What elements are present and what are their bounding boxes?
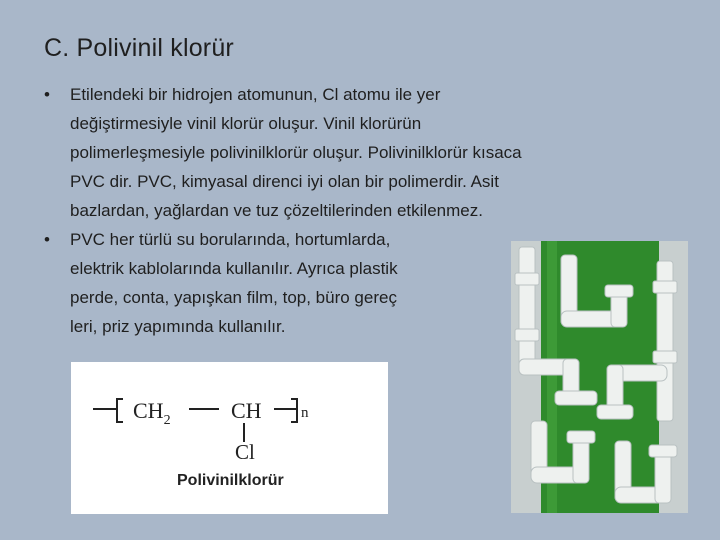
bullet-line: PVC dir. PVC, kimyasal direnci iyi olan bir polimerdir. Asit [70,172,499,191]
cl-substituent: Cl [235,440,255,464]
left-bracket [117,399,123,422]
pvc-pipes-photo [511,241,688,513]
formula-caption: Polivinilklorür [177,472,284,489]
bullet-marker: • [44,85,50,104]
pipes-illustration [511,241,688,513]
slide-title: C. Polivinil klorür [44,34,234,62]
right-bracket [291,399,297,422]
bullet-line: PVC her türlü su borularında, hortumlarda, [70,230,391,249]
ch2-group: $CH_2$ [133,398,171,428]
bullet-line: değiştirmesiyle vinil klorür oluşur. Vinil klorürün [70,114,422,133]
bullet-marker: • [44,230,50,249]
bullet-text [70,80,684,225]
pvc-formula-diagram [71,362,388,514]
bullet-line: polimerleşmesiyle polivinilklorür oluşur. Polivinilklorür kısaca [70,143,522,162]
bullet-line: leri, priz yapımında kullanılır. [70,317,286,336]
pvc-formula-image [71,362,388,514]
bullet-line: bazlardan, yağlardan ve tuz çözeltilerinden etkilenmez. [70,201,483,220]
bullet-line: Etilendeki bir hidrojen atomunun, Cl atomu ile yer [70,85,441,104]
ch-group: CH [231,398,262,423]
bullet-item-properties [44,80,684,225]
bullet-line: perde, conta, yapışkan film, top, büro gereç [70,288,397,307]
subscript-n: n [301,405,309,421]
bullet-line: elektrik kablolarında kullanılır. Ayrıca plastik [70,259,398,278]
